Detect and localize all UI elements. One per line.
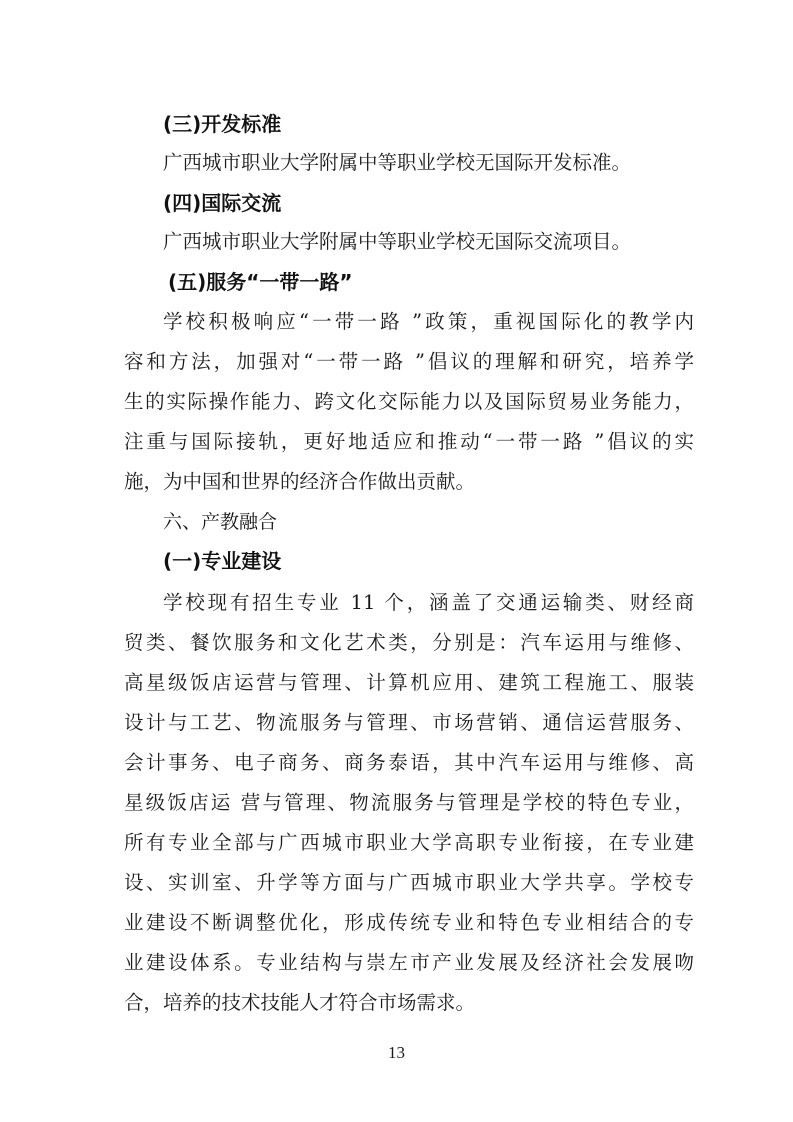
chapter-heading-industry-education: 六、产教融合 bbox=[163, 511, 278, 533]
paragraph-line: 会计事务、电子商务、商务泰语，其中汽车运用与维修、高 bbox=[124, 751, 694, 774]
paragraph-line: 学校现有招生专业 11 个，涵盖了交通运输类、财经商 bbox=[163, 591, 694, 614]
paragraph-development-standards: 广西城市职业大学附属中等职业学校无国际开发标准。 bbox=[163, 151, 632, 174]
paragraph-line: 施，为中国和世界的经济合作做出贡献。 bbox=[124, 470, 476, 493]
paragraph-line: 设、实训室、升学等方面与广西城市职业大学共享。学校专 bbox=[124, 871, 694, 894]
paragraph-line: 所有专业全部与广西城市职业大学高职专业衔接，在专业建 bbox=[124, 831, 694, 854]
section-heading-development-standards: (三)开发标准 bbox=[163, 112, 282, 136]
paragraph-line: 高星级饭店运营与管理、计算机应用、建筑工程施工、服装 bbox=[124, 671, 694, 694]
paragraph-line: 贸类、餐饮服务和文化艺术类，分别是：汽车运用与维修、 bbox=[124, 631, 694, 654]
paragraph-line: 业建设不断调整优化，形成传统专业和特色专业相结合的专 bbox=[124, 911, 694, 934]
page-number: 13 bbox=[388, 1043, 405, 1062]
section-heading-belt-and-road: (五)服务“一带一路” bbox=[168, 270, 353, 294]
paragraph-line: 注重与国际接轨，更好地适应和推动“一带一路 ”倡议的实 bbox=[124, 430, 694, 453]
paragraph-line: 合，培养的技术技能人才符合市场需求。 bbox=[124, 991, 476, 1014]
paragraph-line: 容和方法，加强对“一带一路 ”倡议的理解和研究，培养学 bbox=[124, 350, 694, 373]
paragraph-line: 星级饭店运 营与管理、物流服务与管理是学校的特色专业， bbox=[124, 791, 694, 814]
paragraph-line: 学校积极响应“一带一路 ”政策，重视国际化的教学内 bbox=[163, 310, 694, 333]
section-heading-major-construction: (一)专业建设 bbox=[163, 549, 282, 573]
section-heading-international-exchange: (四)国际交流 bbox=[163, 191, 282, 215]
paragraph-line: 生的实际操作能力、跨文化交际能力以及国际贸易业务能力， bbox=[124, 390, 694, 413]
paragraph-international-exchange: 广西城市职业大学附属中等职业学校无国际交流项目。 bbox=[163, 230, 632, 253]
paragraph-line: 设计与工艺、物流服务与管理、市场营销、通信运营服务、 bbox=[124, 711, 694, 734]
paragraph-line: 业建设体系。专业结构与崇左市产业发展及经济社会发展吻 bbox=[124, 951, 694, 974]
